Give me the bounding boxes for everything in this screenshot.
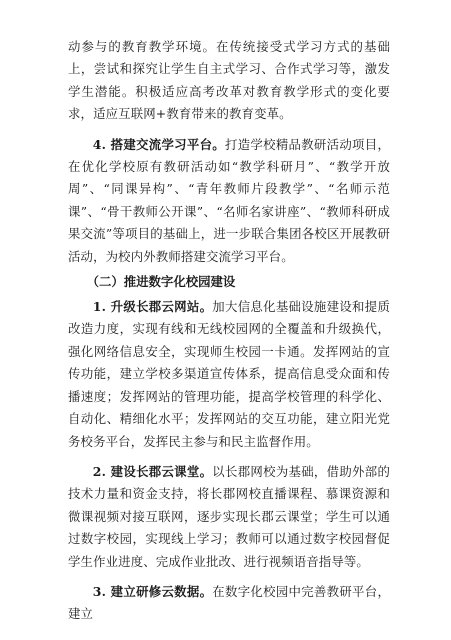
document-page: [68, 36, 390, 626]
paragraph-gap: [68, 453, 390, 461]
intro-paragraph: [68, 36, 390, 126]
item-3-lead: 3. 建立研修云数据。: [92, 583, 213, 599]
intro-text: 动参与的教育教学环境。在传统接受式学习方式的基础上，尝试和探究让学生自主式学习、合作式学习等，激发学生潜能。积极适应高考改革对教育教学形式的变化要求，适应互联网+教育带来的教育变革。: [68, 39, 390, 122]
item-4-body: 打造学校精品教研活动项目，在优化学校原有教研活动如“教学科研月”、“教学开放周”、“同课异构”、“青年教师片段教学”、“名师示范课”、“骨干教师公开课”、“名师名家讲座”、“教师科研成果交流”等项目的基础上，进一步联合集团各校区开展教研活动，为校内外教师搭建交流学习平台。: [68, 136, 390, 264]
paragraph-gap: [68, 126, 390, 134]
item-3-paragraph: [68, 581, 390, 626]
item-1-paragraph: [68, 296, 390, 453]
item-3-body: 在数字化校园中完善教研平台，建立: [68, 583, 390, 622]
item-4-paragraph: [68, 134, 390, 268]
item-1-body: 加大信息化基础设施建设和提质改造力度，实现有线和无线校园网的全覆盖和升级换代，强化网络信息安全，实现师生校园一卡通。发挥网站的宣传功能，建立学校多渠道宣传体系，提高信息受众面和传播速度；发挥网站的管理功能，提高学校管理的科学化、自动化、精细化水平；发挥网站的交互功能，建立阳光党务校务平台，发挥民主参与和民主监督作用。: [68, 299, 390, 449]
item-2-body: 以长郡网校为基础，借助外部的技术力量和资金支持，将长郡网校直播课程、慕课资源和微课视频对接互联网，逐步实现长郡云课堂；学生可以通过数字校园，实现线上学习；教师可以通过数字校园督促学生作业进度、完成作业批改、进行视频语音指导等。: [68, 463, 390, 569]
item-2-lead: 2. 建设长郡云课堂。: [92, 463, 213, 479]
item-2-paragraph: [68, 461, 390, 573]
item-1-lead: 1. 升级长郡云网站。: [92, 299, 213, 315]
paragraph-gap: [68, 573, 390, 581]
section-2-heading: （二）推进数字化校园建设: [86, 274, 236, 290]
item-4-lead: 4. 搭建交流学习平台。: [92, 136, 225, 152]
